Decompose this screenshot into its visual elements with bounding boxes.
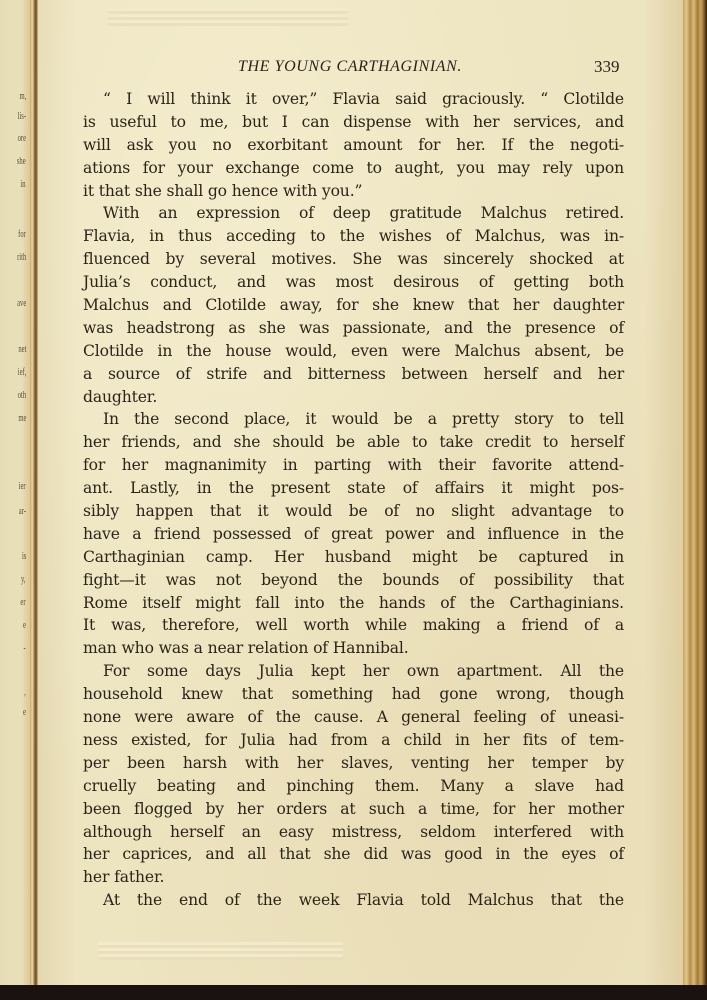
fragment: e [23,619,26,631]
paragraph [83,88,624,202]
text-line: her father. [83,868,165,887]
text-line: In the second place, it would be a pretty story to tell [103,410,624,429]
book-page [38,0,683,985]
text-line: At the end of the week Flavia told Malchus that the [103,891,624,910]
page-edges-stack [683,0,707,985]
text-line: her friends, and she should be able to take credit to herself [83,433,624,452]
text-line: Carthaginian camp. Her husband might be captured in [83,547,624,566]
text-line: “ I will think it over,” Flavia said graciously. “ Clotilde [103,90,624,108]
text-line: for her magnanimity in parting with their favorite attend- [83,456,624,475]
fragment: ore [17,132,26,144]
fragment: y, [21,573,26,585]
fragment: net [17,343,26,355]
text-line: man who was a near relation of Hannibal. [83,639,409,658]
fragment: ier [19,480,26,492]
text-line: Clotilde in the house would, even were Malchus absent, be [83,341,624,360]
text-line: her caprices, and all that she did was good in the eyes of [83,845,624,864]
text-line: daughter. [83,387,158,406]
text-line: ations for your exchange come to aught, you may rely upon [83,158,624,177]
text-line: fight—it was not beyond the bounds of possibility that [83,570,624,589]
text-line: For some days Julia kept her own apartment. All the [103,662,624,681]
text-line: ant. Lastly, in the present state of affairs it might pos- [83,479,624,498]
text-line: a source of strife and bitterness between herself and her [83,364,624,383]
text-line: was headstrong as she was passionate, and the presence of [83,318,624,337]
fragment: rith [16,251,26,263]
page-number: 339 [594,57,620,76]
paragraph [83,408,624,660]
text-line: although herself an easy mistress, seldom interfered with [83,822,624,841]
text-line: Malchus and Clotilde away, for she knew that her daughter [83,296,624,315]
text-line: cruelly beating and pinching them. Many a slave had [83,776,624,795]
paragraph [83,660,624,889]
text-line: ness existed, for Julia had from a child in her fits of tem- [83,730,624,749]
text-line: per been harsh with her slaves, venting her temper by [83,753,624,772]
scan-artifact [98,942,343,960]
fragment: in [20,178,26,190]
fragment: oth [17,389,26,401]
fragment: she [17,155,26,167]
fragment: ar- [18,505,26,517]
fragment: me [17,412,26,424]
running-title: THE YOUNG CARTHAGINIAN. [238,58,463,75]
scan-artifact [108,8,348,26]
text-line: sibly happen that it would be of no slight advantage to [83,502,624,521]
text-line: With an expression of deep gratitude Malchus retired. [103,204,624,223]
fragment: is [21,550,26,562]
fragment: for [18,228,26,240]
text-line: household knew that something had gone wrong, though [83,685,624,704]
text-line: will ask you no exorbitant amount for her. If the negoti- [83,135,624,154]
fragment: ave [16,297,26,309]
body-text [83,88,624,912]
fragment: - [23,642,26,654]
fragment: e [23,706,26,718]
fragment: m, [19,90,26,102]
text-line: been flogged by her orders at such a time, for her mother [83,799,624,818]
text-line: Rome itself might fall into the hands of the Carthaginians. [83,593,624,612]
paragraph [83,889,624,912]
scan-background [0,985,707,1000]
running-head [38,58,683,82]
text-line: Julia’s conduct, and was most desirous of getting both [83,273,624,292]
text-line: fluenced by several motives. She was sincerely shocked at [83,250,624,269]
text-line: Flavia, in thus acceding to the wishes of Malchus, was in- [83,227,624,246]
paragraph [83,202,624,408]
text-line: It was, therefore, well worth while making a friend of a [83,616,624,635]
text-line: none were aware of the cause. A general feeling of uneasi- [83,708,624,727]
fragment: ief, [17,366,26,378]
text-line: have a friend possessed of great power and influence in the [83,524,624,543]
fragment: lis- [17,110,26,122]
fragment: , [24,686,26,698]
previous-page-text-fragments [0,0,30,985]
book-spine-gutter [30,0,38,985]
text-line: is useful to me, but I can dispense with her services, and [83,112,624,131]
text-line: it that she shall go hence with you.” [83,181,363,200]
fragment: er [20,596,26,608]
